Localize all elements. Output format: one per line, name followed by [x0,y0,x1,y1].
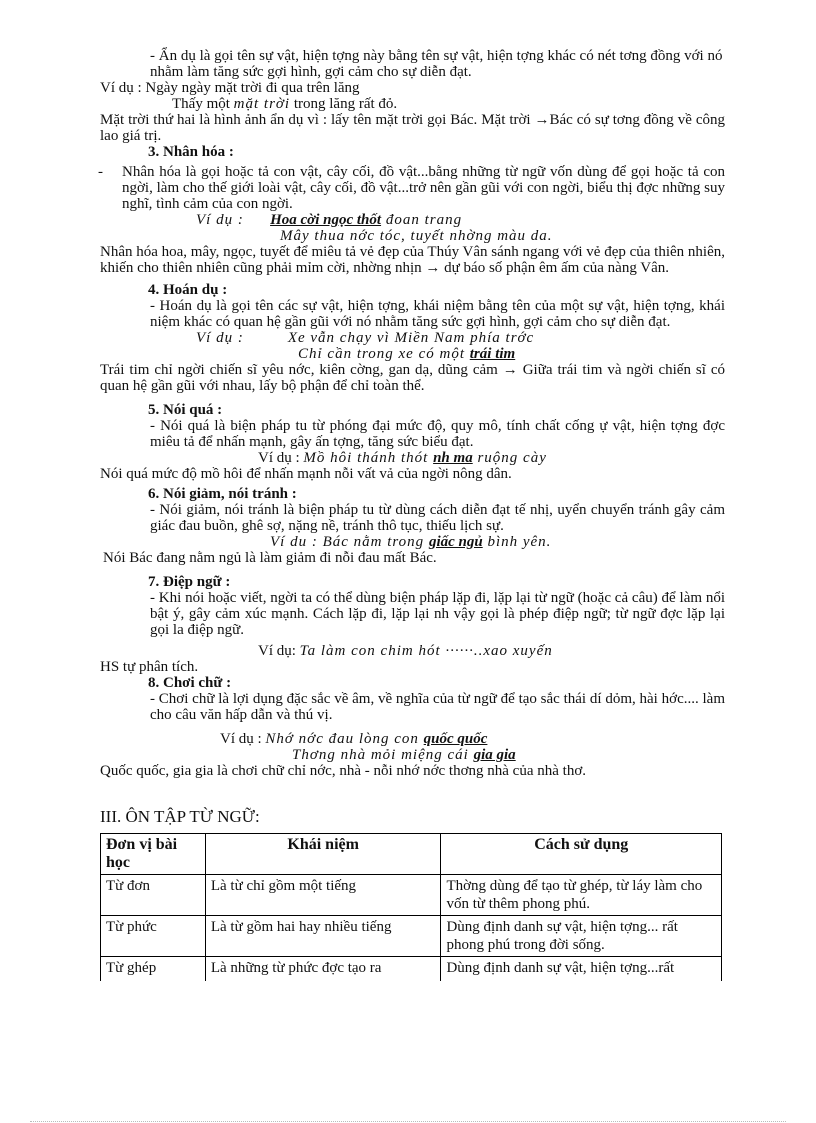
nhan-hoa-explanation: Nhân hóa hoa, mây, ngọc, tuyết để miêu tả vẻ đẹp của Thúy Vân sánh ngang với vẻ đẹp của thiên nhiên, khiến cho thiên nhiên cũng phải mỉm cời, nhờng nhịn → dự báo số phận êm ấm của nàng Vân. [100,244,725,276]
noi-giam-explanation: Nói Bác đang nằm ngủ là làm giảm đi nỗi đau mất Bác. [103,550,437,566]
cell-concept: Là từ gồm hai hay nhiều tiếng [205,916,441,957]
example-1-line-2: Thấy một mặt trời trong lăng rất đỏ. [172,96,398,112]
cell-unit: Từ đơn [101,875,206,916]
example-3-line-1: Ví dụ : Hoa cời ngọc thốt đoan trang [196,212,463,228]
arrow-icon: → [425,260,441,276]
example-8-line-1: Ví dụ : Nhớ nớc đau lòng con quốc quốc [220,731,488,747]
example-1-line-1: Ví dụ : Ngày ngày mặt trời đi qua trên lăng [100,80,360,96]
diep-ngu-definition: - Khi nói hoặc viết, ngời ta có thể dùng biện pháp lặp đi, lặp lại từ ngữ (hoặc cả câu) để làm nổi bật ý, gây cảm xúc mạnh. Cách lặp đi, lặp lại nh vậy gọi là phép điệp ngữ; từ ngữ đợc lặp lại gọi la điệp ngữ. [150,590,725,638]
table-header-row [101,834,722,875]
student-analysis-note: HS tự phân tích. [100,659,199,675]
table-row [101,875,722,916]
hoan-du-explanation: Trái tim chỉ ngời chiến sĩ yêu nớc, kiên cờng, gan dạ, dũng cảm → Giữa trái tim và ngời chiến sĩ có quan hệ gần gũi với nhau, lấy bộ phận để chỉ toàn thể. [100,362,725,394]
cell-unit: Từ ghép [101,957,206,982]
an-du-explanation: Mặt trời thứ hai là hình ảnh ẩn dụ vì : lấy tên mặt trời gọi Bác. Mặt trời →Bác có sự tơng đồng về công lao giá trị. [100,112,725,144]
noi-giam-definition: - Nói giảm, nói tránh là biện pháp tu từ dùng cách diễn đạt tế nhị, uyển chuyển tránh gây cảm giác đau buồn, ghê sợ, nặng nề, tránh thô tục, thiếu lịch sự. [150,502,725,534]
example-4-line-1: Ví dụ : Xe vẫn chạy vì Miền Nam phía trớc [196,330,535,346]
header-cach-su-dung: Cách sử dụng [441,834,722,875]
cell-usage: Dùng định danh sự vật, hiện tợng... rất phong phú trong đời sống. [441,916,722,957]
noi-qua-explanation: Nói quá mức độ mồ hôi để nhấn mạnh nỗi vất vả của ngời nông dân. [100,466,512,482]
example-6: Ví du : Bác nằm trong giấc ngủ bình yên. [270,534,552,550]
choi-chu-explanation: Quốc quốc, gia gia là chơi chữ chỉ nớc, nhà - nỗi nhớ nớc thơng nhà của nhà thơ. [100,763,587,779]
cell-usage: Thờng dùng để tạo từ ghép, từ láy làm cho vốn từ thêm phong phú. [441,875,722,916]
an-du-definition: - Ẩn dụ là gọi tên sự vật, hiện tợng này bằng tên sự vật, hiện tợng khác có nét tơng đồng với nó nhằm làm tăng sức gợi hình, gợi cảm cho sự diễn đạt. [150,48,723,80]
header-khai-niem: Khái niệm [205,834,441,875]
heading-diep-ngu: 7. Điệp ngữ : [148,574,231,590]
cell-usage: Dùng định danh sự vật, hiện tợng...rất [441,957,722,982]
example-7: Ví dụ: Ta làm con chim hót ······..xao xuyến [258,643,553,659]
section-title-on-tap-tu-ngu: III. ÔN TẬP TỪ NGỮ: [100,807,260,826]
cell-concept: Là những từ phức đợc tạo ra [205,957,441,982]
choi-chu-definition: - Chơi chữ là lợi dụng đặc sắc về âm, về nghĩa của từ ngữ để tạo sắc thái dí dỏm, hài hớc.... làm cho câu văn hấp dẫn và thú vị. [150,691,725,723]
nhan-hoa-definition: - Nhân hóa là gọi hoặc tả con vật, cây cối, đồ vật...bằng những từ ngữ vốn dùng để gọi hoặc tả con ngời, làm cho thế giới loài vật, cây cối, đồ vật...trở nên gần gũi với con ngời, biểu thị đợc những suy nghĩ, tình cảm của con ngời. [98,164,725,212]
arrow-icon: → [502,362,518,378]
heading-noi-giam: 6. Nói giảm, nói tránh : [148,486,297,502]
header-don-vi: Đơn vị bài học [101,834,206,875]
heading-choi-chu: 8. Chơi chữ : [148,675,232,691]
page-bottom-divider [30,1121,786,1122]
noi-qua-definition: - Nói quá là biện pháp tu từ phóng đại mức độ, quy mô, tính chất cống ự vật, hiện tợng đợc miêu tả để nhấn mạnh, gây ấn tợng, tăng sức biểu đạt. [150,418,725,450]
table-row [101,957,722,982]
heading-noi-qua: 5. Nói quá : [148,402,223,418]
document-page [100,48,725,981]
heading-hoan-du: 4. Hoán dụ : [148,282,228,298]
table-row [101,916,722,957]
hoan-du-definition: - Hoán dụ là gọi tên các sự vật, hiện tợng, khái niệm bằng tên của một sự vật, hiện tợng, khái niệm khác có quan hệ gần gũi với nó nhằm tăng sức gợi hình, gợi cảm cho sự diễn đạt. [150,298,725,330]
heading-nhan-hoa: 3. Nhân hóa : [148,144,234,160]
example-8-line-2: Thơng nhà mỏi miệng cái gia gia [292,747,516,763]
cell-concept: Là từ chỉ gồm một tiếng [205,875,441,916]
example-5: Ví dụ : Mồ hôi thánh thót nh ma ruộng cày [258,450,547,466]
vocabulary-table [100,833,722,981]
example-3-line-2: Mây thua nớc tóc, tuyết nhờng màu da. [280,228,553,244]
arrow-icon: → [534,112,550,128]
dash-bullet: - [98,164,103,180]
example-4-line-2: Chỉ cần trong xe có một trái tim [298,346,516,362]
cell-unit: Từ phức [101,916,206,957]
